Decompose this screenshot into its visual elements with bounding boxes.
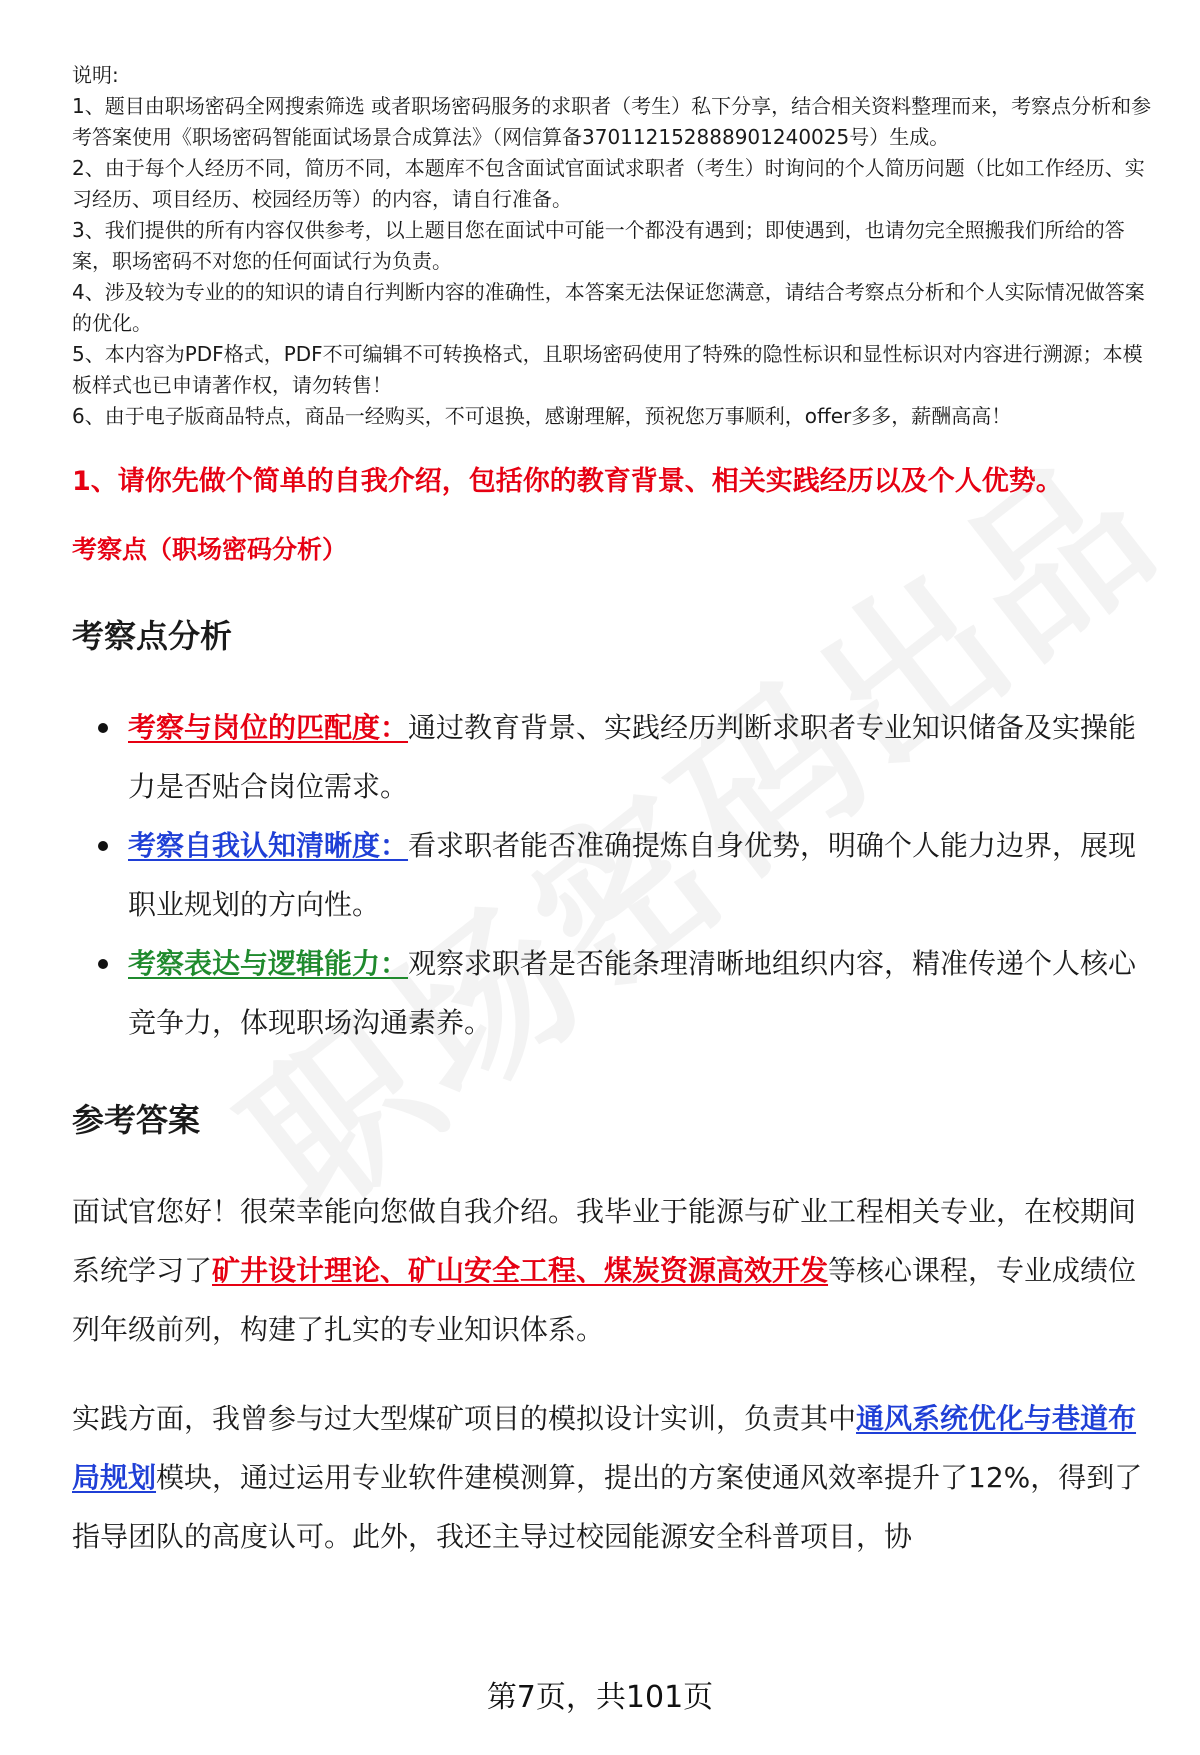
note-item: 2、由于每个人经历不同，简历不同，本题库不包含面试官面试求职者（考生）时询问的个人简历问题（比如工作经历、实习经历、项目经历、校园经历等）的内容，请自行准备。 [72,156,1145,211]
point-text: 通过教育背景、实践经历判断求职者专业知识储备及实操能力是否贴合岗位需求。 [128,711,1137,803]
bullet-icon [98,841,108,851]
point-keyword: 考察表达与逻辑能力： [128,947,409,980]
point-keyword: 考察自我认知清晰度： [128,829,409,862]
point-text: 看求职者能否准确提炼自身优势，明确个人能力边界，展现职业规划的方向性。 [128,829,1137,921]
answer-text: 实践方面，我曾参与过大型煤矿项目的模拟设计实训，负责其中 [72,1402,857,1435]
answer-paragraph [72,1182,1152,1359]
page-number: 第7页，共101页 [486,1680,714,1715]
notes-section [72,60,1152,432]
answer-text: 等核心课程，专业成绩位列年级前列，构建了扎实的专业知识体系。 [72,1254,1137,1346]
list-item [72,816,1152,934]
note-item: 1、题目由职场密码全网搜索筛选 或者职场密码服务的求职者（考生）私下分享，结合相关资料整理而来，考察点分析和参考答案使用《职场密码智能面试场景合成算法》（网信算备370112152888901240025号）生成。 [72,94,1152,149]
page-content [72,60,1152,1566]
analysis-list [72,698,1152,1052]
note-item: 5、本内容为PDF格式，PDF不可编辑不可转换格式，且职场密码使用了特殊的隐性标识和显性标识对内容进行溯源；本模板样式也已申请著作权，请勿转售！ [72,342,1143,397]
point-text: 观察求职者是否能条理清晰地组织内容，精准传递个人核心竞争力，体现职场沟通素养。 [128,947,1137,1039]
answer-text: 模块，通过运用专业软件建模测算，提出的方案使通风效率提升了12%，得到了指导团队的高度认可。此外，我还主导过校园能源安全科普项目，协 [72,1461,1143,1553]
answer-paragraph [72,1389,1152,1566]
answer-body [72,1182,1152,1566]
point-keyword: 考察与岗位的匹配度： [128,711,409,744]
bullet-icon [98,723,108,733]
notes-heading: 说明: [72,63,119,87]
bullet-icon [98,959,108,969]
note-item: 6、由于电子版商品特点，商品一经购买，不可退换，感谢理解，预祝您万事顺利，offer多多，薪酬高高！ [72,404,1012,428]
list-item [72,698,1152,816]
question-title: 1、请你先做个简单的自我介绍，包括你的教育背景、相关实践经历以及个人优势。 [72,466,1063,497]
answer-heading: 参考答案 [72,1101,201,1139]
answer-text: 面试官您好！很荣幸能向您做自我介绍。我毕业于能源与矿业工程相关专业，在校期间系统学习了 [72,1195,1137,1287]
answer-highlight: 矿井设计理论、矿山安全工程、煤炭资源高效开发 [212,1254,829,1287]
note-item: 4、涉及较为专业的的知识的请自行判断内容的准确性，本答案无法保证您满意，请结合考察点分析和个人实际情况做答案的优化。 [72,280,1145,335]
analysis-heading: 考察点分析 [72,617,233,655]
note-item: 3、我们提供的所有内容仅供参考，以上题目您在面试中可能一个都没有遇到；即使遇到，也请勿完全照搬我们所给的答案，职场密码不对您的任何面试行为负责。 [72,218,1125,273]
answer-highlight: 通风系统优化与巷道布局规划 [72,1402,1137,1494]
question-subtitle: 考察点（职场密码分析） [72,535,348,564]
list-item [72,934,1152,1052]
